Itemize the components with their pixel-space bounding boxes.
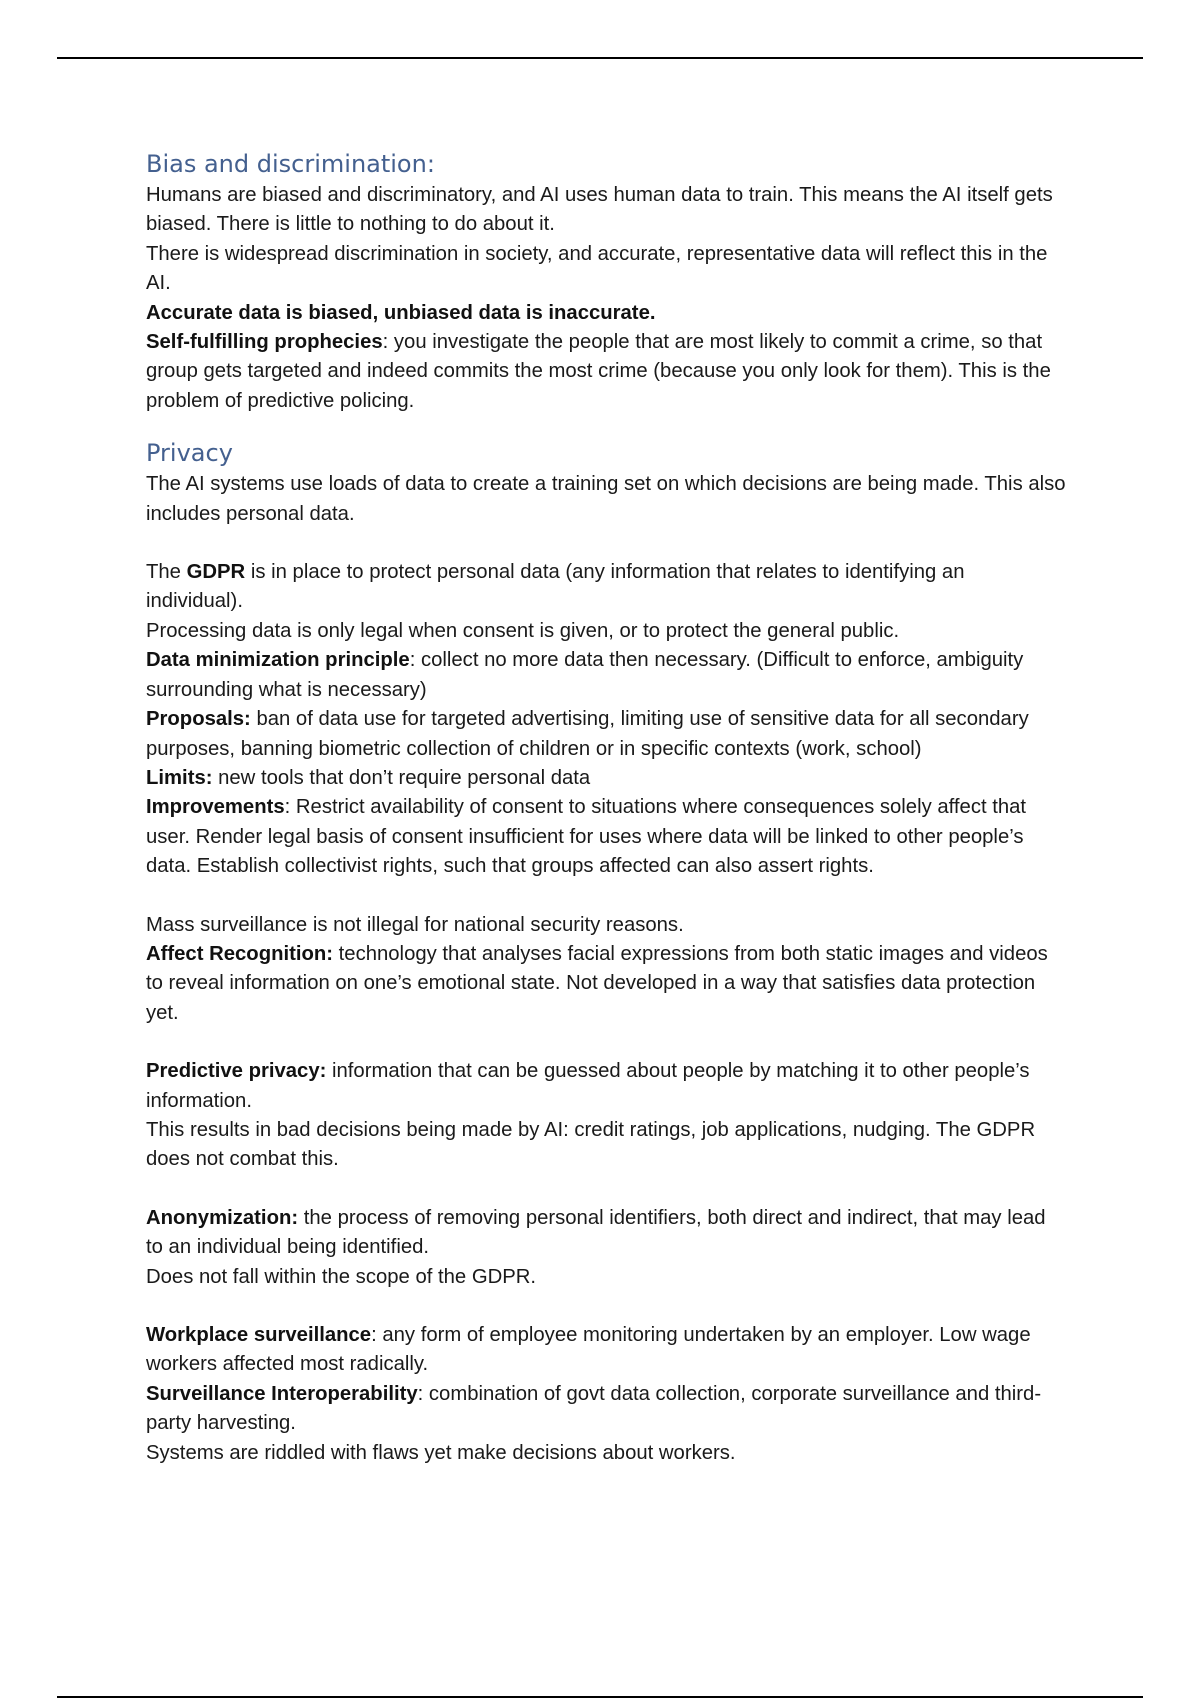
term-proposals: Proposals:: [146, 708, 251, 731]
bias-paragraph-4: [146, 328, 1066, 416]
workplace-paragraph: [146, 1321, 1066, 1380]
workplace-text: : any form of employee monitoring undertaken by an employer. Low wage workers affected most radically.: [146, 1324, 1031, 1376]
interoperability-paragraph: [146, 1380, 1066, 1439]
predictive-paragraph: [146, 1057, 1066, 1116]
gdpr-pre: The: [146, 561, 187, 584]
limits-paragraph: [146, 764, 1066, 793]
anonymization-scope: Does not fall within the scope of the GDPR.: [146, 1265, 537, 1288]
privacy-paragraph-1: The AI systems use loads of data to create a training set on which decisions are being made. This also includes personal data.: [146, 473, 1066, 525]
heading-bias: Bias and discrimination:: [146, 150, 435, 178]
document-body: [146, 147, 1066, 1468]
systems-paragraph: Systems are riddled with flaws yet make decisions about workers.: [146, 1441, 736, 1464]
footer-rule: [57, 1696, 1143, 1698]
term-gdpr: GDPR: [186, 561, 246, 584]
processing-paragraph: Processing data is only legal when consent is given, or to protect the general public.: [146, 619, 900, 642]
proposals-text: ban of data use for targeted advertising, limiting use of sensitive data for all secondary purposes, banning biometric collection of children or in specific contexts (work, school): [146, 708, 1029, 760]
term-limits: Limits:: [146, 766, 213, 789]
header-rule: [57, 57, 1143, 59]
bias-paragraph-1: Humans are biased and discriminatory, and AI uses human data to train. This means the AI itself gets biased. There is little to nothing to do about it.: [146, 184, 1053, 236]
self-fulfilling-text: : you investigate the people that are most likely to commit a crime, so that group gets targeted and indeed commits the most crime (because you only look for them). This is the problem of predictive policing.: [146, 331, 1051, 412]
datamin-paragraph: [146, 646, 1066, 705]
gdpr-text: is in place to protect personal data (any information that relates to identifying an individual).: [146, 561, 965, 613]
interoperability-text: : combination of govt data collection, corporate surveillance and third-party harvesting.: [146, 1382, 1042, 1435]
limits-text: new tools that don’t require personal data: [212, 766, 591, 789]
improvements-text: : Restrict availability of consent to situations where consequences solely affect that user. Render legal basis of consent insufficient for uses where data will be linked to other people’s data. Establish collectivist rights, such that groups affected can also assert rights.: [146, 796, 1027, 878]
affect-text: technology that analyses facial expressions from both static images and videos to reveal information on one’s emotional state. Not developed in a way that satisfies data protection yet.: [146, 942, 1048, 1024]
improvements-paragraph: [146, 793, 1066, 881]
heading-privacy: Privacy: [146, 439, 233, 468]
term-workplace-surveillance: Workplace surveillance: [146, 1324, 372, 1346]
datamin-text: : collect no more data then necessary. (Difficult to enforce, ambiguity surrounding what is necessary): [146, 649, 1024, 701]
bias-paragraph-2: There is widespread discrimination in society, and accurate, representative data will reflect this in the AI.: [146, 242, 1048, 295]
mass-surveillance-paragraph: Mass surveillance is not illegal for national security reasons.: [146, 913, 684, 936]
term-predictive-privacy: Predictive privacy:: [146, 1060, 327, 1083]
results-paragraph: This results in bad decisions being made by AI: credit ratings, job applications, nudging. The GDPR does not combat this.: [146, 1118, 1036, 1171]
term-anonymization: Anonymization:: [146, 1206, 299, 1229]
term-improvements: Improvements: [146, 796, 285, 819]
proposals-paragraph: [146, 705, 1066, 764]
predictive-text: information that can be guessed about people by matching it to other people’s information.: [146, 1060, 1030, 1112]
term-surveillance-interoperability: Surveillance Interoperability: [146, 1382, 418, 1405]
gdpr-paragraph: [146, 558, 1066, 617]
anonymization-paragraph: [146, 1204, 1066, 1263]
accurate-data-statement: Accurate data is biased, unbiased data is inaccurate.: [146, 301, 656, 324]
bias-paragraph-3: [146, 299, 1066, 328]
affect-paragraph: [146, 940, 1066, 1028]
term-data-minimization: Data minimization principle: [146, 649, 410, 672]
anonymization-text: the process of removing personal identifiers, both direct and indirect, that may lead to an individual being identified.: [146, 1206, 1046, 1259]
term-self-fulfilling: Self-fulfilling prophecies: [146, 331, 383, 354]
term-affect-recognition: Affect Recognition:: [146, 942, 334, 965]
